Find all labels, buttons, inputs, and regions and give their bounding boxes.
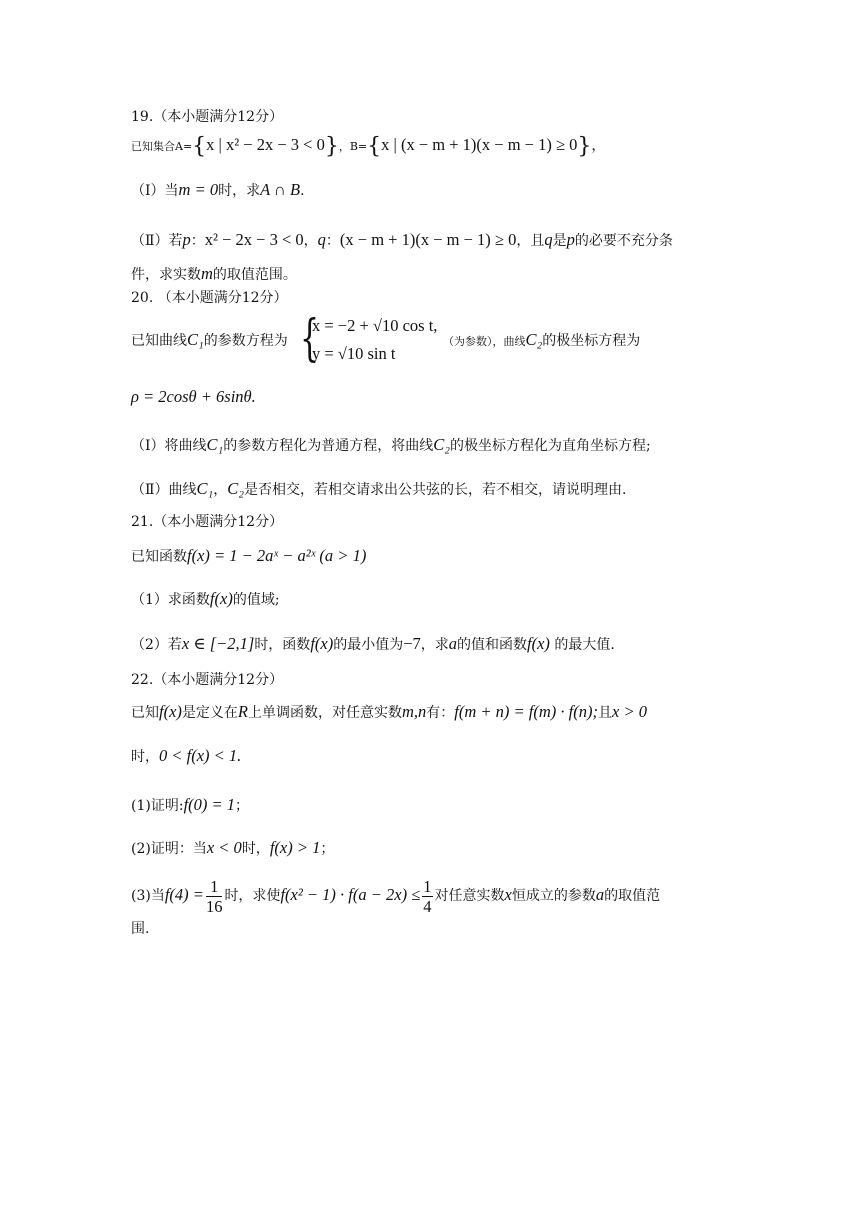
- q20-system-row1: x = −2 + √10 cos t,: [312, 316, 438, 335]
- q22-part3: (3)当f(4) = $\frac{1}{16}$ 时，求使f(x² − 1) · f(a − 2x) ≤ $\frac{1}{4}$ 对任意实数x恒成立的参数a的取值范: [131, 876, 661, 916]
- q21-header: 21.（本小题满分12分）: [131, 514, 284, 530]
- q20-polar: ρ = 2cosθ + 6sinθ.: [131, 387, 256, 406]
- q20-line1-right: （为参数），曲线C₂的极坐标方程为: [443, 330, 641, 349]
- q22-part1: (1)证明:f(0) = 1；: [131, 795, 250, 814]
- q21-line1: 已知函数f(x) = 1 − 2aˣ − a²ˣ (a > 1): [131, 546, 367, 565]
- q22-line2: 时，0 < f(x) < 1.: [131, 746, 242, 765]
- q20-system-row2: y = √10 sin t: [312, 344, 396, 363]
- fraction-1-16: $\frac{1}{16}$: [205, 876, 223, 916]
- q19-part1: （Ⅰ）当m = 0时，求A ∩ B.: [131, 180, 305, 199]
- q19-part2: （Ⅱ）若p：x² − 2x − 3 < 0，q：(x − m + 1)(x − m − 1) ≥ 0，且q是p的必要不充分条: [131, 230, 673, 249]
- q21-part2: （2）若x ∈ [−2,1]时，函数f(x)的最小值为−7，求a的值和函数f(x) 的最大值.: [131, 634, 615, 653]
- q20-part1: （Ⅰ）将曲线C₁的参数方程化为普通方程，将曲线C₂的极坐标方程化为直角坐标方程;: [131, 435, 651, 454]
- q22-part2: (2)证明：当x < 0时，f(x) > 1；: [131, 838, 335, 857]
- q19-header: 19.（本小题满分12分）: [131, 109, 284, 125]
- q20-header: 20. （本小题满分12分）: [131, 290, 288, 306]
- q21-part1: （1）求函数f(x)的值域;: [131, 589, 280, 608]
- q19-part2-cont: 件，求实数m的取值范围。: [131, 264, 297, 283]
- q22-line1: 已知f(x)是定义在R上单调函数，对任意实数m,n有：f(m + n) = f(m) · f(n);且x > 0: [131, 702, 647, 721]
- q20-parametric-system: { x = −2 + √10 cos t, y = √10 sin t: [300, 309, 438, 367]
- q20-part2: （Ⅱ）曲线C₁，C₂是否相交，若相交请求出公共弦的长，若不相交，请说明理由.: [131, 479, 627, 498]
- q19-line1: 已知集合A={x | x² − 2x − 3 < 0}，B={x | (x − m + 1)(x − m − 1) ≥ 0}，: [131, 134, 606, 159]
- fraction-1-4: $\frac{1}{4}$: [423, 876, 432, 916]
- q22-header: 22.（本小题满分12分）: [131, 672, 284, 688]
- q20-line1-left: 已知曲线C₁的参数方程为: [131, 330, 288, 349]
- q22-part3-cont: 围.: [131, 921, 150, 937]
